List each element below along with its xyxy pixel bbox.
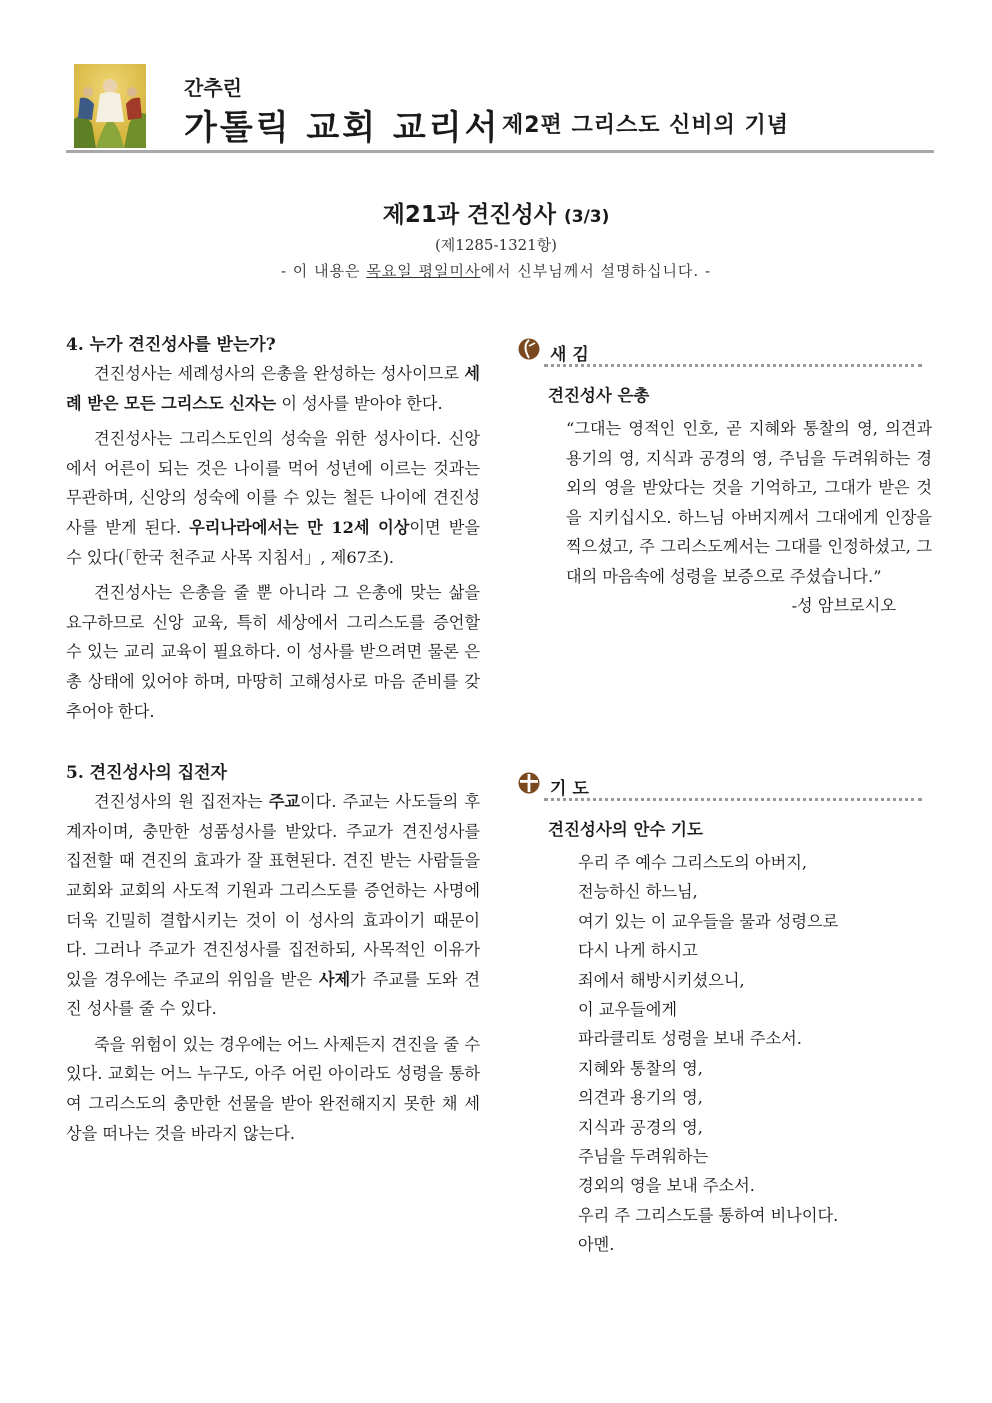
section-4-heading: 4. 누가 견진성사를 받는가?: [66, 335, 276, 355]
section-5-heading: 5. 견진성사의 집전자: [66, 763, 227, 784]
prayer-header: [518, 770, 922, 800]
reflection-subheading: 견진성사 은총: [548, 386, 650, 405]
prayer-line: 아멘.: [578, 1235, 615, 1255]
reflection-label: 새김: [550, 345, 595, 365]
text-run: 이 성사를 받아야 한다.: [276, 393, 443, 413]
text-run: 견진성사는 세례성사의 은총을 완성하는 성사이므로: [94, 364, 465, 383]
lesson-part: (3/3): [563, 207, 610, 227]
lesson-title: [0, 196, 992, 229]
header-divider: [66, 150, 934, 153]
text-run: 견진성사는 그리스도인의 성숙을 위한 성사이다. 신앙에서 어른이 되는 것은 나이를 먹어 성년에 이르는 것과는 무관하며, 신앙의 성숙에 이를 수 있는 철든 나이에 견진성사를 받게 된다.: [66, 429, 480, 537]
notice-before: - 이 내용은: [280, 262, 367, 280]
document-title: 가톨릭 교회 교리서: [184, 108, 501, 148]
notice-underlined: 목요일 평일미사: [366, 262, 481, 280]
notice-line: [0, 260, 992, 281]
part-title: 제2편 그리스도 신비의 기념: [502, 113, 790, 138]
dotted-divider: [544, 364, 922, 367]
text-run: 이면 받을 수 있다(「한국 천주교 사목 지침서」, 제67조).: [66, 517, 480, 567]
bold-text-run: 사제: [318, 969, 351, 989]
prayer-line: 파라클리토 성령을 보내 주소서.: [578, 1029, 802, 1049]
left-column: [66, 330, 480, 1154]
notice-after: 에서 신부님께서 설명하십니다. -: [480, 262, 712, 280]
prayer-line: 이 교우들에게: [578, 1000, 677, 1020]
prayer-text: [578, 848, 922, 1260]
prayer-line: 우리 주 예수 그리스도의 아버지,: [578, 853, 808, 872]
prayer-line: 지혜와 통찰의 영,: [578, 1058, 703, 1078]
reflection-header: [518, 336, 922, 366]
prayer-line: 우리 주 그리스도를 통하여 비나이다.: [578, 1205, 839, 1225]
prayer-line: 죄에서 해방시키셨으니,: [578, 970, 745, 990]
prayer-line: 여기 있는 이 교우들을 물과 성령으로: [578, 911, 839, 931]
section-5-paragraph-2: 죽을 위험이 있는 경우에는 어느 사제든지 견진을 줄 수 있다. 교회는 어느 누구도, 아주 어린 아이라도 성령을 통하여 그리스도의 충만한 선물을 받아 완전해지지 못한 채 세상을 떠나는 것을 바라지 않는다.: [66, 1034, 480, 1143]
bold-text-run: 우리나라에서는 만 12세 이상: [189, 517, 410, 537]
reflection-box: [518, 336, 932, 620]
publication-label: 간추린: [184, 76, 242, 100]
prayer-line: 의견과 용기의 영,: [578, 1088, 703, 1108]
text-run: 견진성사의 원 집전자는: [94, 792, 269, 812]
prayer-label: 기도: [550, 779, 595, 799]
leaf-circle-icon: [518, 338, 540, 360]
text-run: 가 주교를 도와 견진 성사를 줄 수 있다.: [66, 969, 480, 1019]
prayer-subheading: 견진성사의 안수 기도: [548, 820, 703, 839]
text-run: 이다. 주교는 사도들의 후계자이며, 충만한 성품성사를 받았다. 주교가 견진성사를 집전할 때 견진의 효과가 잘 표현된다. 견진 받는 사람들을 교회와 교회의 사도적 기원과 그리스도를 증언하는 사명에 더욱 긴밀히 결합시키는 것이 이 성사의 효과이기 때문이다. 그러나 주교가 견진성사를 집전하되, 사목적인 이유가 있을 경우에는 주교의 위임을 받은: [66, 792, 481, 989]
prayer-line: 주님을 두려워하는: [578, 1147, 709, 1167]
prayer-line: 지식과 공경의 영,: [578, 1117, 703, 1137]
dotted-divider: [544, 798, 922, 801]
section-4-paragraph-1: [66, 359, 480, 418]
prayer-line: 전능하신 하느님,: [578, 882, 698, 902]
prayer-line: 경외의 영을 보내 주소서.: [578, 1176, 755, 1196]
catechism-logo-image: [74, 64, 146, 148]
quote-attribution: -성 암브로시오: [791, 595, 896, 615]
section-4-paragraph-2: [66, 424, 480, 572]
section-5-paragraph-1: [66, 787, 480, 1024]
prayer-line: 다시 나게 하시고: [578, 941, 698, 961]
ambrose-quote: “그대는 영적인 인호, 곧 지혜와 통찰의 영, 의견과 용기의 영, 지식과 공경의 영, 주님을 두려워하는 경외의 영을 받았다는 것을 기억하고, 그대가 받은 것을 지키십시오. 하느님 아버지께서 그대에게 인장을 찍으셨고, 주 그리스도께서는 그대를 인정하셨고, 그대의 마음속에 성령을 보증으로 주셨습니다.”: [566, 419, 932, 586]
prayer-box: [518, 770, 922, 1260]
lesson-title-text: 제21과 견진성사: [382, 202, 556, 228]
paragraph-reference: (제1285-1321항): [434, 236, 558, 254]
document-header: [66, 62, 934, 154]
bold-text-run: 세례 받은 모든 그리스도 신자는: [66, 364, 480, 413]
section-4-paragraph-3: 견진성사는 은총을 줄 뿐 아니라 그 은총에 맞는 삶을 요구하므로 신앙 교육, 특히 세상에서 그리스도를 증언할 수 있는 교리 교육이 필요하다. 이 성사를 받으려면 물론 은총 상태에 있어야 하며, 마땅히 고해성사로 마음 준비를 갖추어야 한다.: [66, 583, 480, 721]
bold-text-run: 주교: [268, 792, 301, 812]
cross-circle-icon: [518, 772, 540, 794]
